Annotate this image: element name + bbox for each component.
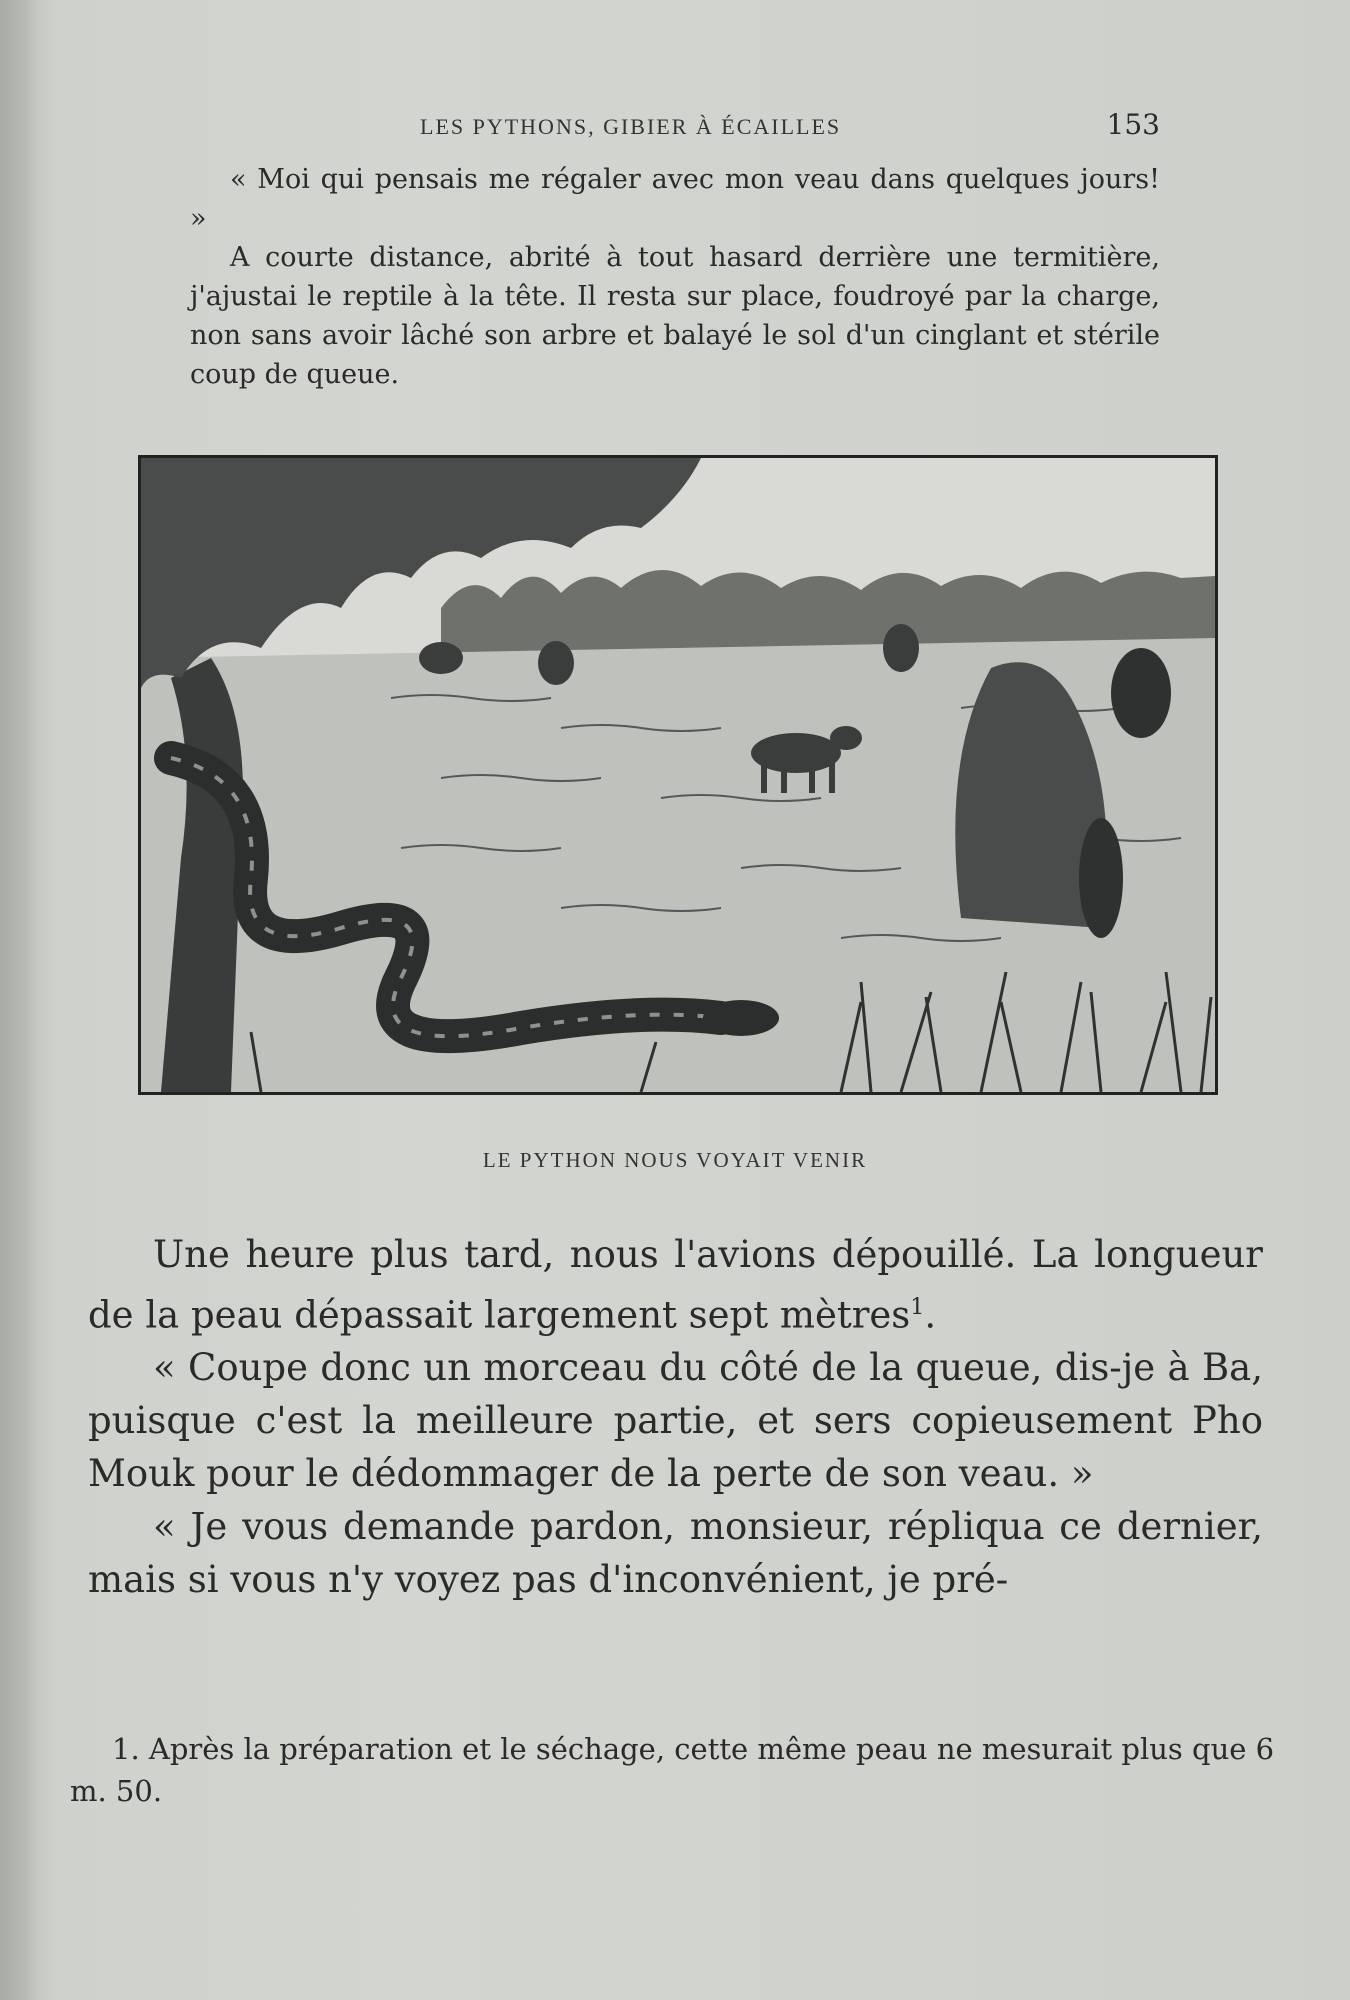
engraving-drawing <box>141 458 1215 1092</box>
footnote-text: 1. Après la préparation et le séchage, cette même peau ne mesurait plus que 6 m. 50. <box>70 1732 1275 1808</box>
narrative-paragraph: A courte distance, abrité à tout hasard derrière une termitière, j'ajustai le reptile à la tête. Il resta sur place, foudroyé par la charge, non sans avoir lâché son arbre et balayé le sol d'un cinglant et stérile coup de queue. <box>190 242 1160 390</box>
body-paragraph-1 <box>88 1228 1263 1341</box>
python-engraving-illustration <box>138 455 1218 1095</box>
body-paragraph-3: « Je vous demande pardon, monsieur, répliqua ce dernier, mais si vous n'y voyez pas d'inconvénient, je pré- <box>88 1505 1263 1602</box>
page-header <box>190 108 1160 148</box>
page-number: 153 <box>1106 108 1160 141</box>
python-head <box>703 1000 779 1036</box>
body-paragraph-2: « Coupe donc un morceau du côté de la queue, dis-je à Ba, puisque c'est la meilleure partie, et sers copieusement Pho Mouk pour le dédommager de la perte de son veau. » <box>88 1346 1263 1496</box>
footnote <box>70 1728 1280 1812</box>
body-paragraph-1-text: Une heure plus tard, nous l'avions dépouillé. La longueur de la peau dépassait largement sept mètres <box>88 1233 1263 1337</box>
running-head: LES PYTHONS, GIBIER À ÉCAILLES <box>420 114 842 139</box>
top-text-block <box>190 160 1160 394</box>
body-text-block <box>88 1228 1263 1606</box>
gutter-shadow <box>0 0 40 2000</box>
quote-paragraph: « Moi qui pensais me régaler avec mon veau dans quelques jours! » <box>190 164 1160 234</box>
footnote-reference: 1 <box>910 1294 925 1320</box>
illustration-caption: LE PYTHON NOUS VOYAIT VENIR <box>482 1148 868 1172</box>
body-paragraph-1-end: . <box>924 1293 937 1337</box>
